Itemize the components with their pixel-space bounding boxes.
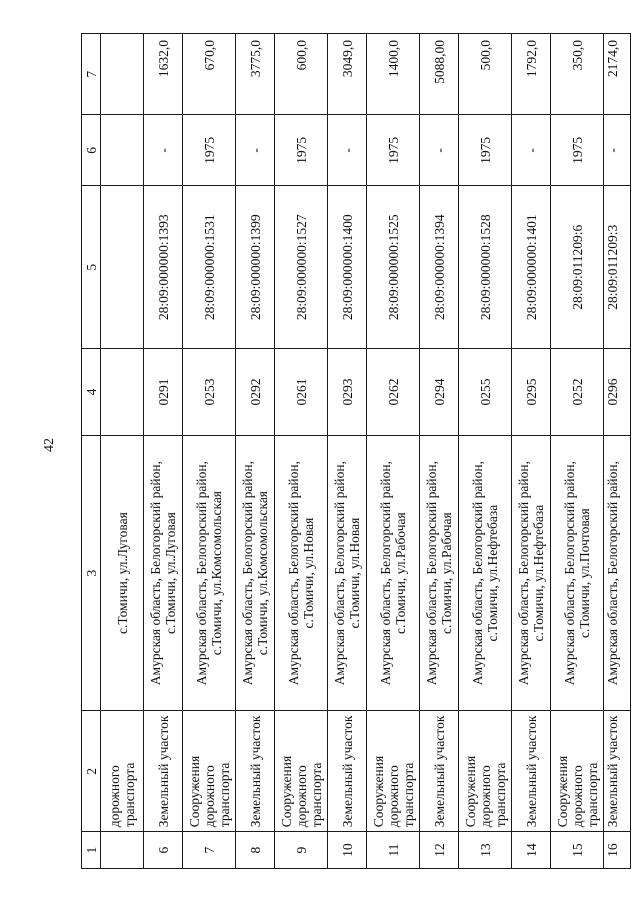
area-cell [101,34,144,115]
year-cell: - [236,115,275,186]
year-cell: - [420,115,459,186]
row-number-cell: 16 [604,832,631,869]
area-cell: 500,0 [459,34,512,115]
table-header-row [82,34,101,869]
row-number-cell: 14 [512,832,551,869]
area-cell: 3049,0 [328,34,367,115]
cadastral-number-cell: 28:09:000000:1525 [367,186,420,349]
cadastral-number-cell [101,186,144,349]
cadastral-number-cell: 28:09:000000:1531 [183,186,236,349]
year-cell: - [328,115,367,186]
address-cell: Амурская область, Белогорский район, с.Томичи, ул.Рабочая [367,435,420,711]
table-row [551,34,604,869]
code-cell: 0294 [420,349,459,436]
row-number-cell: 13 [459,832,512,869]
table-row [144,34,183,869]
area-cell: 670,0 [183,34,236,115]
year-cell: - [604,115,631,186]
object-type-cell: Сооружения дорожного транспорта [367,711,420,832]
area-cell: 1400,0 [367,34,420,115]
year-cell: - [144,115,183,186]
table-row [420,34,459,869]
code-cell: 0252 [551,349,604,436]
year-cell: - [512,115,551,186]
address-cell: Амурская область, Белогорский район, с.Томичи, ул.Нефтебаза [512,435,551,711]
property-table [81,33,631,869]
object-type-cell: Земельный участок [604,711,631,832]
year-cell: 1975 [367,115,420,186]
table-row [367,34,420,869]
row-number-cell: 6 [144,832,183,869]
cadastral-number-cell: 28:09:000000:1528 [459,186,512,349]
table-row [512,34,551,869]
cadastral-number-cell: 28:09:000000:1399 [236,186,275,349]
row-number-cell: 10 [328,832,367,869]
code-cell: 0262 [367,349,420,436]
address-cell: Амурская область, Белогорский район, с.Томичи, ул.Комсомольская [183,435,236,711]
address-cell: Амурская область, Белогорский район, с.Томичи, ул.Новая [328,435,367,711]
address-cell: Амурская область, Белогорский район, [604,435,631,711]
area-cell: 1792,0 [512,34,551,115]
header-cell: 1 [82,832,101,869]
header-cell: 3 [82,435,101,711]
address-cell: Амурская область, Белогорский район, с.Томичи, ул.Комсомольская [236,435,275,711]
code-cell: 0253 [183,349,236,436]
address-cell: Амурская область, Белогорский район, с.Томичи, ул.Луговая [144,435,183,711]
table-row [328,34,367,869]
row-number-cell: 8 [236,832,275,869]
area-cell: 1632,0 [144,34,183,115]
header-cell: 2 [82,711,101,832]
code-cell: 0261 [275,349,328,436]
object-type-cell: дорожного транспорта [101,711,144,832]
code-cell: 0296 [604,349,631,436]
object-type-cell: Земельный участок [328,711,367,832]
year-cell [101,115,144,186]
header-cell: 4 [82,349,101,436]
object-type-cell: Земельный участок [144,711,183,832]
year-cell: 1975 [459,115,512,186]
table-row [459,34,512,869]
address-cell: с.Томичи, ул.Луговая [101,435,144,711]
year-cell: 1975 [551,115,604,186]
row-number-cell: 9 [275,832,328,869]
cadastral-number-cell: 28:09:000000:1400 [328,186,367,349]
object-type-cell: Земельный участок [236,711,275,832]
address-cell: Амурская область, Белогорский район, с.Томичи, ул.Почтовая [551,435,604,711]
address-cell: Амурская область, Белогорский район, с.Томичи, ул.Нефтебаза [459,435,512,711]
object-type-cell: Земельный участок [512,711,551,832]
header-cell: 7 [82,34,101,115]
address-cell: Амурская область, Белогорский район, с.Томичи, ул.Рабочая [420,435,459,711]
code-cell: 0255 [459,349,512,436]
table-row [604,34,631,869]
year-cell: 1975 [275,115,328,186]
row-number-cell: 12 [420,832,459,869]
area-cell: 350,0 [551,34,604,115]
object-type-cell: Сооружения дорожного транспорта [459,711,512,832]
area-cell: 2174,0 [604,34,631,115]
table-row [236,34,275,869]
object-type-cell: Сооружения дорожного транспорта [551,711,604,832]
page-number: 42 [42,438,57,452]
area-cell: 5088,00 [420,34,459,115]
address-cell: Амурская область, Белогорский район, с.Томичи, ул.Новая [275,435,328,711]
code-cell: 0293 [328,349,367,436]
year-cell: 1975 [183,115,236,186]
code-cell: 0295 [512,349,551,436]
cadastral-number-cell: 28:09:011209:6 [551,186,604,349]
area-cell: 3775,0 [236,34,275,115]
header-cell: 6 [82,115,101,186]
table-row [275,34,328,869]
object-type-cell: Сооружения дорожного транспорта [183,711,236,832]
row-number-cell: 7 [183,832,236,869]
table-row [101,34,144,869]
cadastral-number-cell: 28:09:000000:1401 [512,186,551,349]
rotated-table-wrapper [81,33,620,869]
cadastral-number-cell: 28:09:000000:1394 [420,186,459,349]
code-cell: 0291 [144,349,183,436]
row-number-cell: 15 [551,832,604,869]
table-row [183,34,236,869]
cadastral-number-cell: 28:09:000000:1393 [144,186,183,349]
row-number-cell: 11 [367,832,420,869]
header-cell: 5 [82,186,101,349]
cadastral-number-cell: 28:09:000000:1527 [275,186,328,349]
row-number-cell [101,832,144,869]
cadastral-number-cell: 28:09:011209:3 [604,186,631,349]
code-cell [101,349,144,436]
object-type-cell: Земельный участок [420,711,459,832]
object-type-cell: Сооружения дорожного транспорта [275,711,328,832]
area-cell: 600,0 [275,34,328,115]
code-cell: 0292 [236,349,275,436]
